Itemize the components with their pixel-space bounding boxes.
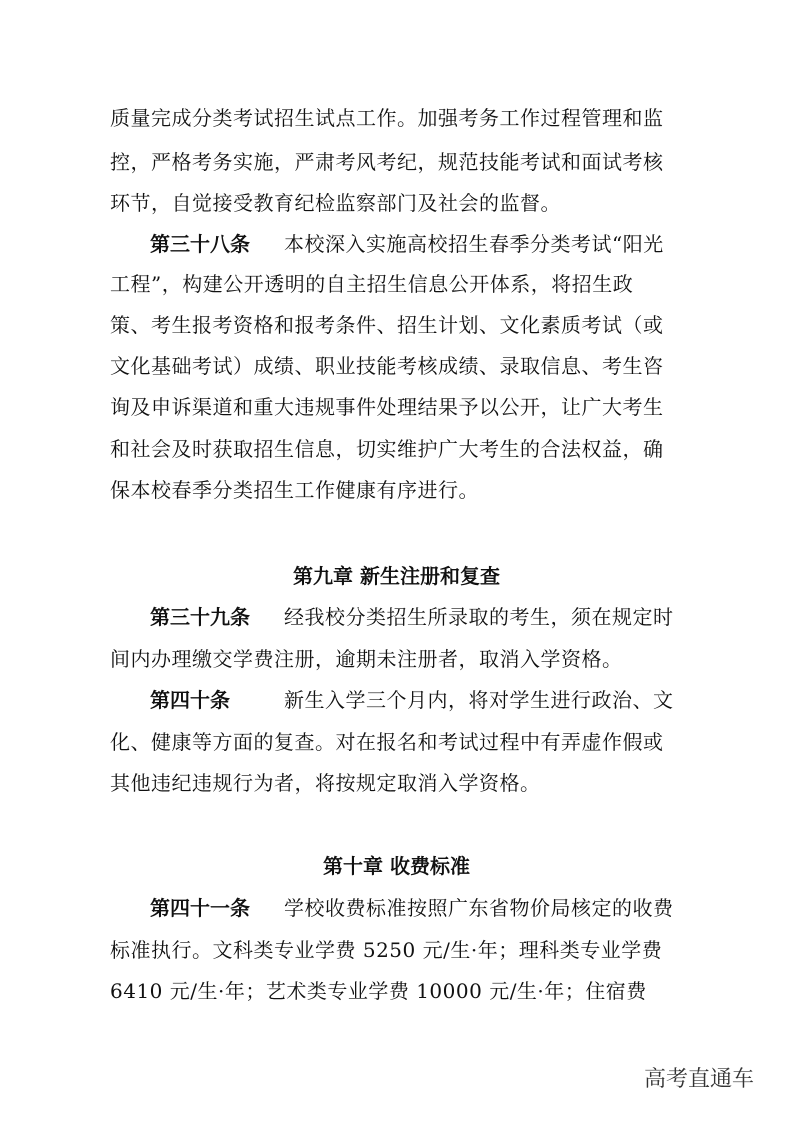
article-38-line: 文化基础考试）成绩、职业技能考核成绩、录取信息、考生咨 [110, 354, 664, 378]
article-38-title: 第三十八条 [150, 232, 250, 256]
article-41-line: 标准执行。文科类专业学费 5250 元/生·年；理科类专业学费 [110, 938, 663, 962]
article-38-line: 保本校春季分类招生工作健康有序进行。 [110, 478, 479, 502]
article-41-line: 学校收费标准按照广东省物价局核定的收费 [284, 896, 674, 920]
paragraph-line: 控，严格考务实施，严肃考风考纪，规范技能考试和面试考核 [110, 150, 664, 174]
article-40-title: 第四十条 [150, 688, 230, 712]
article-38-line: 和社会及时获取招生信息，切实维护广大考生的合法权益，确 [110, 437, 664, 461]
article-40-line: 化、健康等方面的复查。对在报名和考试过程中有弄虚作假或 [110, 730, 664, 754]
article-40-line: 新生入学三个月内，将对学生进行政治、文 [284, 688, 674, 712]
article-41-line: 6410 元/生·年；艺术类专业学费 10000 元/生·年；住宿费 [110, 979, 647, 1003]
article-41-title: 第四十一条 [150, 896, 250, 920]
paragraph-line: 质量完成分类考试招生试点工作。加强考务工作过程管理和监 [110, 106, 664, 130]
article-38-line: 本校深入实施高校招生春季分类考试“阳光 [284, 232, 664, 256]
article-38-line: 工程”，构建公开透明的自主招生信息公开体系，将招生政 [110, 272, 634, 296]
chapter-9-heading: 第九章 新生注册和复查 [293, 564, 500, 588]
article-40-line: 其他违纪违规行为者，将按规定取消入学资格。 [110, 771, 541, 795]
paragraph-line: 环节，自觉接受教育纪检监察部门及社会的监督。 [110, 191, 561, 215]
article-39-title: 第三十九条 [150, 605, 250, 629]
article-39-line: 间内办理缴交学费注册，逾期未注册者，取消入学资格。 [110, 647, 623, 671]
watermark-text: 高考直通车 [644, 1067, 755, 1092]
article-38-line: 策、考生报考资格和报考条件、招生计划、文化素质考试（或 [110, 313, 664, 337]
article-39-line: 经我校分类招生所录取的考生，须在规定时 [284, 605, 674, 629]
article-38-line: 询及申诉渠道和重大违规事件处理结果予以公开，让广大考生 [110, 395, 664, 419]
chapter-10-heading: 第十章 收费标准 [323, 854, 470, 878]
